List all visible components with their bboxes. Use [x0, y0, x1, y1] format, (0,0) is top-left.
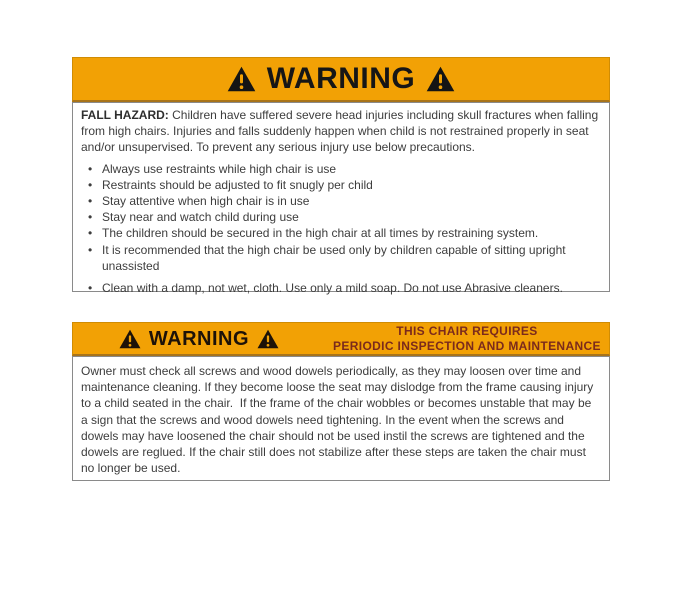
warning-banner-top — [72, 57, 610, 102]
label-gap — [72, 292, 610, 322]
maintenance-label — [72, 322, 610, 481]
list-item: • Stay near and watch child during use — [81, 209, 601, 225]
warning-triangle-icon — [227, 66, 256, 92]
fall-hazard-heading: FALL HAZARD: — [81, 108, 169, 122]
fall-hazard-intro — [81, 107, 601, 156]
warning-banner-bottom-left — [73, 329, 325, 349]
list-item: • Stay attentive when high chair is in use — [81, 193, 601, 209]
list-item: • Always use restraints while high chair is use — [81, 161, 601, 177]
fall-hazard-intro-text: Children have suffered severe head injuries including skull fractures when falling from high chairs. Injuries and falls suddenly happen when child is not restrained properly in seat and/or unsupervised. To prevent any serious injury use below precautions. — [81, 108, 599, 155]
list-item: • It is recommended that the high chair be used only by children capable of sitting upright unassisted — [81, 242, 601, 274]
list-item: • Clean with a damp, not wet, cloth. Use only a mild soap. Do not use Abrasive cleaners. — [81, 280, 601, 296]
label-stack — [72, 57, 610, 481]
maintenance-body — [72, 356, 610, 481]
warning-title: WARNING — [266, 62, 416, 95]
warning-banner-bottom — [72, 322, 610, 356]
maintenance-subtitle-line2: PERIODIC INSPECTION AND MAINTENANCE — [333, 338, 601, 353]
maintenance-paragraph: Owner must check all screws and wood dowels periodically, as they may loosen over time and maintenance cleaning. If they become loose the seat may dislodge from the frame causing injury to a child seated in the chair. If the frame of the chair wobbles or becomes unstable that may be a sign that the screws and wood dowels need tightening. In the event when the screws and dowels may have loosened the chair should not be used instil the screws are tightened and the dowels are reglued. If the chair still does not stabilize after these steps are taken the chair must no longer be used. — [81, 364, 597, 476]
fall-hazard-label — [72, 57, 610, 296]
warning-title: WARNING — [148, 327, 250, 350]
fall-hazard-body — [72, 102, 610, 296]
precautions-list — [81, 161, 601, 297]
warning-triangle-icon — [257, 329, 279, 349]
maintenance-subtitle — [325, 324, 609, 353]
warning-triangle-icon — [119, 329, 141, 349]
list-item: • The children should be secured in the high chair at all times by restraining system. — [81, 225, 601, 241]
maintenance-subtitle-line1: THIS CHAIR REQUIRES — [396, 324, 538, 338]
warning-triangle-icon — [426, 66, 455, 92]
list-item: • Restraints should be adjusted to fit snugly per child — [81, 177, 601, 193]
